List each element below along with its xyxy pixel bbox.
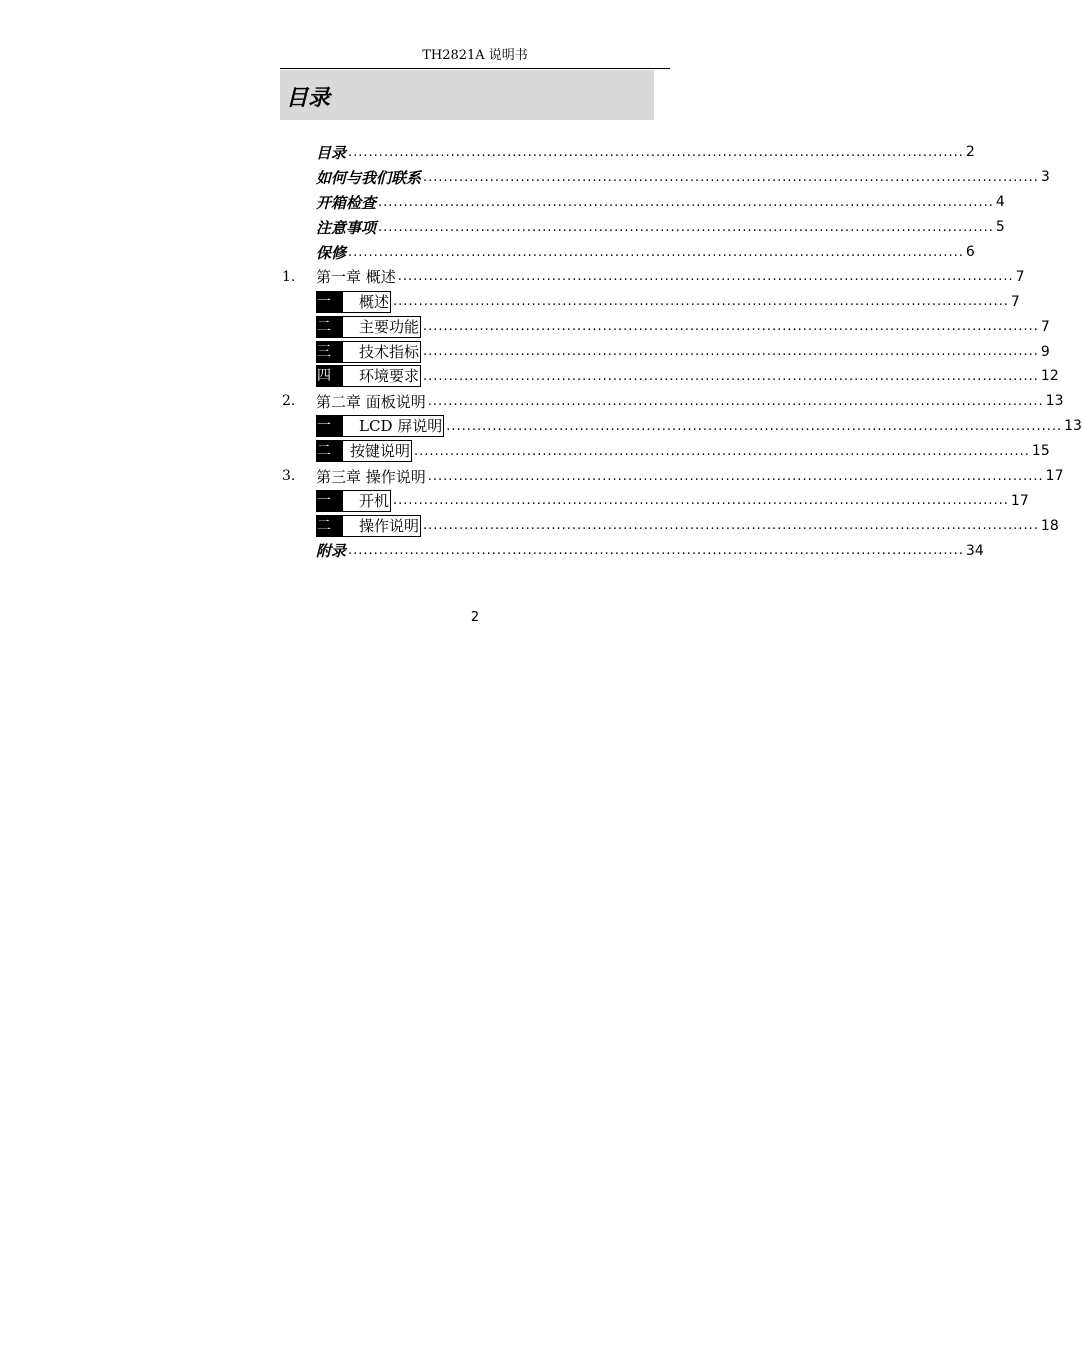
running-header [280, 46, 670, 69]
toc-entry-title: LCD 屏说明 [342, 415, 444, 437]
toc-entry-title: 第三章 操作说明 [316, 467, 426, 486]
section-marker: 二 [316, 316, 342, 338]
toc-page-number: 9 [1040, 343, 1050, 360]
toc-entry-title: 概述 [342, 291, 391, 313]
leader-dots: ........................................................................................................................ [423, 344, 1039, 360]
leader-dots: ........................................................................................................................ [427, 468, 1044, 484]
section-marker: 二 [316, 440, 342, 462]
leader-dots: ........................................................................................................................ [393, 493, 1009, 509]
toc-entry[interactable] [280, 140, 975, 165]
leader-dots: ........................................................................................................................ [446, 418, 1063, 434]
toc-page-number: 17 [1010, 492, 1029, 509]
leader-dots: ........................................................................................................................ [423, 368, 1039, 384]
toc-entry-title: 开箱检查 [316, 193, 377, 212]
toc-page-number: 7 [1010, 293, 1020, 310]
header-text: TH2821A 说明书 [422, 48, 528, 63]
toc-page-number: 15 [1031, 443, 1050, 460]
leader-dots: ........................................................................................................................ [348, 543, 964, 559]
table-of-contents [280, 140, 1082, 563]
toc-entry-title: 附录 [316, 542, 347, 561]
toc-entry[interactable] [280, 264, 1025, 289]
toc-entry[interactable] [280, 538, 984, 563]
toc-page-number: 4 [995, 194, 1005, 211]
toc-entry-title: 第二章 面板说明 [316, 392, 426, 411]
section-marker: 一 [316, 415, 342, 437]
leader-dots: ........................................................................................................................ [414, 443, 1030, 459]
toc-entry[interactable] [280, 314, 1050, 339]
toc-entry-title: 按键说明 [342, 440, 412, 462]
leader-dots: ........................................................................................................................ [423, 319, 1039, 335]
page-number: 2 [470, 610, 480, 625]
leader-dots: ........................................................................................................................ [423, 518, 1039, 534]
leader-dots: ........................................................................................................................ [427, 393, 1044, 409]
leader-dots: ........................................................................................................................ [378, 219, 994, 235]
toc-entry[interactable] [280, 240, 975, 265]
toc-page-number: 2 [965, 144, 975, 161]
toc-page-number: 7 [1015, 268, 1025, 285]
toc-page-number: 3 [1040, 169, 1050, 186]
toc-entry-title: 第一章 概述 [316, 268, 396, 287]
leader-dots: ........................................................................................................................ [348, 144, 964, 160]
toc-entry-title: 操作说明 [342, 515, 421, 537]
toc-page-number: 7 [1040, 318, 1050, 335]
toc-entry-title: 注意事项 [316, 218, 377, 237]
section-marker: 三 [316, 341, 342, 363]
toc-entry[interactable] [280, 389, 1064, 414]
section-marker: 二 [316, 515, 342, 537]
chapter-number: 3. [282, 468, 296, 485]
toc-entry-title: 主要功能 [342, 316, 421, 338]
toc-entry[interactable] [280, 165, 1050, 190]
section-marker: 一 [316, 490, 342, 512]
toc-entry[interactable] [280, 414, 1082, 439]
toc-page-number: 12 [1040, 368, 1059, 385]
leader-dots: ........................................................................................................................ [348, 244, 964, 260]
toc-page-number: 18 [1040, 517, 1059, 534]
toc-entry[interactable] [280, 488, 1029, 513]
toc-entry-title: 开机 [342, 490, 391, 512]
chapter-number: 1. [282, 268, 296, 285]
toc-page-number: 13 [1064, 418, 1082, 435]
toc-entry[interactable] [280, 289, 1020, 314]
toc-page-number: 17 [1045, 468, 1064, 485]
toc-entry[interactable] [280, 439, 1050, 464]
toc-page-number: 34 [965, 542, 984, 559]
leader-dots: ........................................................................................................................ [393, 294, 1009, 310]
toc-entry[interactable] [280, 339, 1050, 364]
section-marker: 四 [316, 365, 342, 387]
toc-entry[interactable] [280, 513, 1059, 538]
leader-dots: ........................................................................................................................ [397, 269, 1014, 285]
leader-dots: ........................................................................................................................ [423, 169, 1039, 185]
page-title-bar [280, 70, 654, 120]
toc-page-number: 6 [965, 244, 975, 260]
toc-entry-title: 如何与我们联系 [316, 168, 422, 187]
page-title: 目录 [286, 86, 331, 111]
leader-dots: ........................................................................................................................ [378, 194, 994, 210]
toc-entry[interactable] [280, 190, 1005, 215]
toc-page-number: 13 [1045, 393, 1064, 410]
toc-entry-title: 环境要求 [342, 365, 421, 387]
toc-entry-title: 保修 [316, 243, 347, 262]
toc-entry-title: 技术指标 [342, 341, 421, 363]
section-marker: 一 [316, 291, 342, 313]
toc-entry[interactable] [280, 364, 1059, 389]
toc-entry-title: 目录 [316, 143, 347, 162]
toc-page-number: 5 [995, 219, 1005, 236]
chapter-number: 2. [282, 393, 296, 410]
toc-entry[interactable] [280, 215, 1005, 240]
toc-entry[interactable] [280, 464, 1064, 489]
